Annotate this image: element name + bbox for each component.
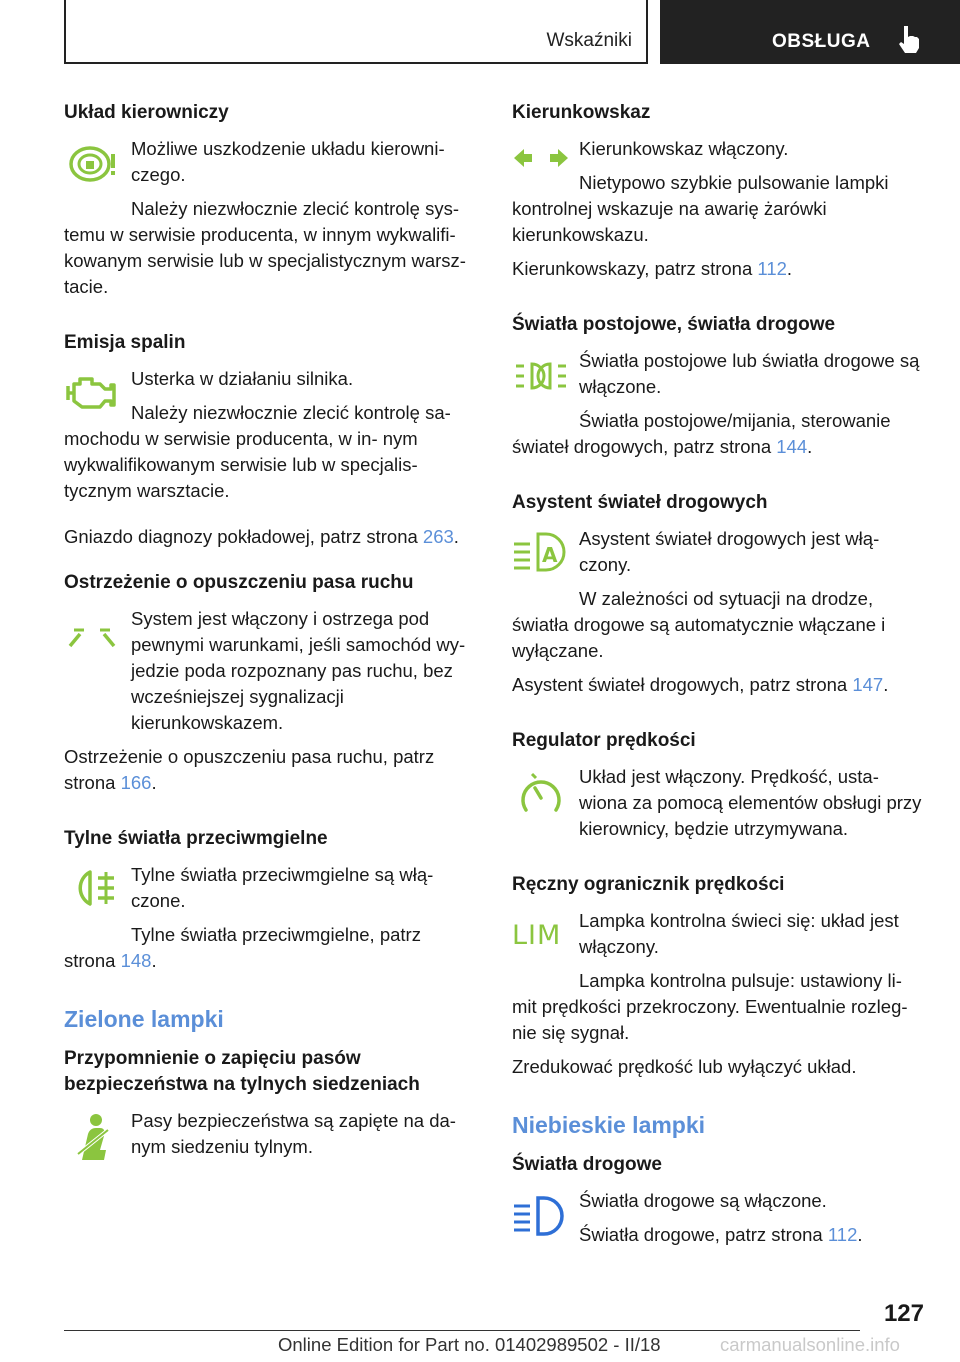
highbeam-assist-ref-text: Asystent świateł drogowych, patrz strona: [512, 674, 853, 695]
highbeam-page-link[interactable]: 112: [827, 1224, 858, 1245]
rearfog-heading: Tylne światła przeciwmgielne: [64, 828, 328, 849]
emission-heading: Emisja spalin: [64, 332, 186, 353]
highbeam-block: [512, 1188, 924, 1248]
lane-reference: [64, 744, 476, 796]
limiter-text-2: Lampka kontrolna pulsuje: ustawiony li- mit prędkości przekroczony. Ewentualnie rozleg- nie się sygnał.: [512, 970, 908, 1043]
turn-signal-icon: [512, 146, 570, 186]
highbeam-heading: Światła drogowe: [512, 1154, 662, 1175]
lane-heading: Ostrzeżenie o opuszczeniu pasa ruchu: [64, 572, 414, 593]
footer-divider: [64, 1330, 860, 1331]
lane-ref-end: .: [151, 772, 157, 793]
emission-ref-text: Gniazdo diagnozy pokładowej, patrz strona: [64, 526, 423, 547]
high-beam-icon: [512, 1194, 570, 1240]
parking-ref-end: .: [807, 436, 813, 457]
emission-reference: [64, 524, 476, 550]
parking-light-icon: [512, 356, 570, 396]
blue-lights-heading: Niebieskie lampki: [512, 1112, 706, 1138]
steering-fault-icon: [64, 142, 122, 182]
turn-heading: Kierunkowskaz: [512, 102, 651, 123]
limiter-heading: Ręczny ogranicznik prędkości: [512, 874, 785, 895]
emission-text-2: Należy niezwłocznie zlecić kontrolę sa- mochodu w serwisie producenta, w in- nym wykwalifikowanym serwisie lub w specjalis- tycznym warsztacie.: [64, 402, 451, 501]
engine-check-icon: [64, 372, 122, 412]
parking-heading: Światła postojowe, światła drogowe: [512, 314, 836, 335]
highbeam-assist-text-1: Asystent świateł drogowych jest włą- czony.: [579, 528, 880, 575]
rearfog-ref-text: Tylne światła przeciwmgielne, patrz strona: [64, 924, 421, 971]
section-title: Wskaźniki: [546, 30, 632, 51]
cruise-block: [512, 764, 924, 842]
pointing-hand-icon: [896, 24, 922, 54]
lane-page-link[interactable]: 166: [120, 772, 152, 793]
highbeam-ref-end: .: [857, 1224, 863, 1245]
watermark-brand: carmanualsonline.info: [720, 1334, 900, 1355]
turn-reference: [512, 256, 924, 282]
emission-ref-end: .: [453, 526, 459, 547]
left-column: [64, 100, 476, 1168]
parking-block: [512, 348, 924, 460]
emission-block: [64, 366, 476, 504]
rearfog-text-1: Tylne światła przeciwmgielne są włą- czone.: [131, 864, 434, 911]
turn-text-2: Nietypowo szybkie pulsowanie lampki kontrolnej wskazuje na awarię żarówki kierunkowskazu.: [512, 172, 889, 245]
rearfog-reference: [64, 922, 476, 974]
highbeam-assist-ref-end: .: [883, 674, 889, 695]
limiter-block: [512, 908, 924, 1046]
lane-ref-text: Ostrzeżenie o opuszczeniu pasa ruchu, patrz strona: [64, 746, 435, 793]
highbeam-assist-heading: Asystent świateł drogowych: [512, 492, 768, 513]
high-beam-assist-icon: [512, 530, 570, 576]
turn-ref-text: Kierunkowskazy, patrz strona: [512, 258, 758, 279]
lane-text-1: System jest włączony i ostrzega pod pewnymi warunkami, jeśli samochód wy- jedzie poda rozpoznany pas ruchu, bez wcześniejszej sygnalizacji kierunkowskazem.: [131, 608, 466, 733]
rear-fog-light-icon: [64, 868, 122, 908]
parking-reference: [512, 408, 924, 460]
rearfog-ref-end: .: [151, 950, 157, 971]
seatbelt-block: [64, 1108, 476, 1160]
green-lights-heading: Zielone lampki: [64, 1006, 224, 1032]
svg-text:A: A: [542, 543, 558, 567]
lane-block: [64, 606, 476, 736]
steering-block: [64, 136, 476, 300]
seatbelt-text-1: Pasy bezpieczeństwa są zapięte na da- nym siedzeniu tylnym.: [131, 1110, 456, 1157]
chapter-title: OBSŁUGA: [772, 31, 871, 52]
highbeam-assist-page-link[interactable]: 147: [852, 674, 884, 695]
parking-page-link[interactable]: 144: [776, 436, 808, 457]
turn-page-link[interactable]: 112: [757, 258, 787, 279]
turn-block: [512, 136, 924, 248]
emission-page-link[interactable]: 263: [422, 526, 454, 547]
edition-text: Online Edition for Part no. 01402989502 - II/18: [278, 1334, 661, 1355]
steering-text-2: Należy niezwłocznie zlecić kontrolę sys- temu w serwisie producenta, w innym wykwalifi- kowanym serwisie lub w specjalistycznym warsz- tacie.: [64, 198, 466, 297]
lane-departure-icon: [64, 620, 122, 660]
limiter-text-1: Lampka kontrolna świeci się: układ jest włączony.: [579, 910, 899, 957]
highbeam-text-1: Światła drogowe są włączone.: [579, 1190, 827, 1211]
turn-text-1: Kierunkowskaz włączony.: [579, 138, 789, 159]
cruise-control-icon: [512, 770, 570, 820]
cruise-heading: Regulator prędkości: [512, 730, 696, 751]
emission-text-1: Usterka w działaniu silnika.: [131, 368, 354, 389]
cruise-text-1: Układ jest włączony. Prędkość, usta- wiona za pomocą elementów obsługi przy kierownicy, będzie utrzymywana.: [579, 766, 922, 839]
rearfog-page-link[interactable]: 148: [120, 950, 152, 971]
turn-ref-end: .: [786, 258, 793, 279]
seatbelt-icon: [64, 1112, 122, 1162]
page-header: [64, 0, 960, 66]
steering-heading: Układ kierowniczy: [64, 102, 229, 123]
right-column: [512, 100, 924, 1256]
highbeam-assist-text-2: W zależności od sytuacji na drodze, światła drogowe są automatycznie włączane i wyłączane.: [512, 588, 886, 661]
limiter-icon: LIM: [512, 920, 562, 951]
steering-text-1: Możliwe uszkodzenie układu kierowni- czego.: [131, 138, 445, 185]
parking-text-2: Światła postojowe/mijania, sterowanie świateł drogowych, patrz strona: [512, 410, 891, 457]
page-number: 127: [883, 1300, 924, 1327]
highbeam-assist-reference: [512, 672, 924, 698]
parking-text-1: Światła postojowe lub światła drogowe są włączone.: [579, 350, 920, 397]
section-tab: [64, 0, 648, 64]
highbeam-reference: [579, 1222, 924, 1248]
seatbelt-heading: Przypomnienie o zapięciu pasów bezpieczeństwa na tylnych siedzeniach: [64, 1048, 420, 1095]
rearfog-block: [64, 862, 476, 914]
limiter-text-3: Zredukować prędkość lub wyłączyć układ.: [512, 1056, 857, 1077]
highbeam-assist-block: [512, 526, 924, 664]
highbeam-ref-text: Światła drogowe, patrz strona: [579, 1224, 828, 1245]
chapter-tab: [660, 0, 960, 64]
